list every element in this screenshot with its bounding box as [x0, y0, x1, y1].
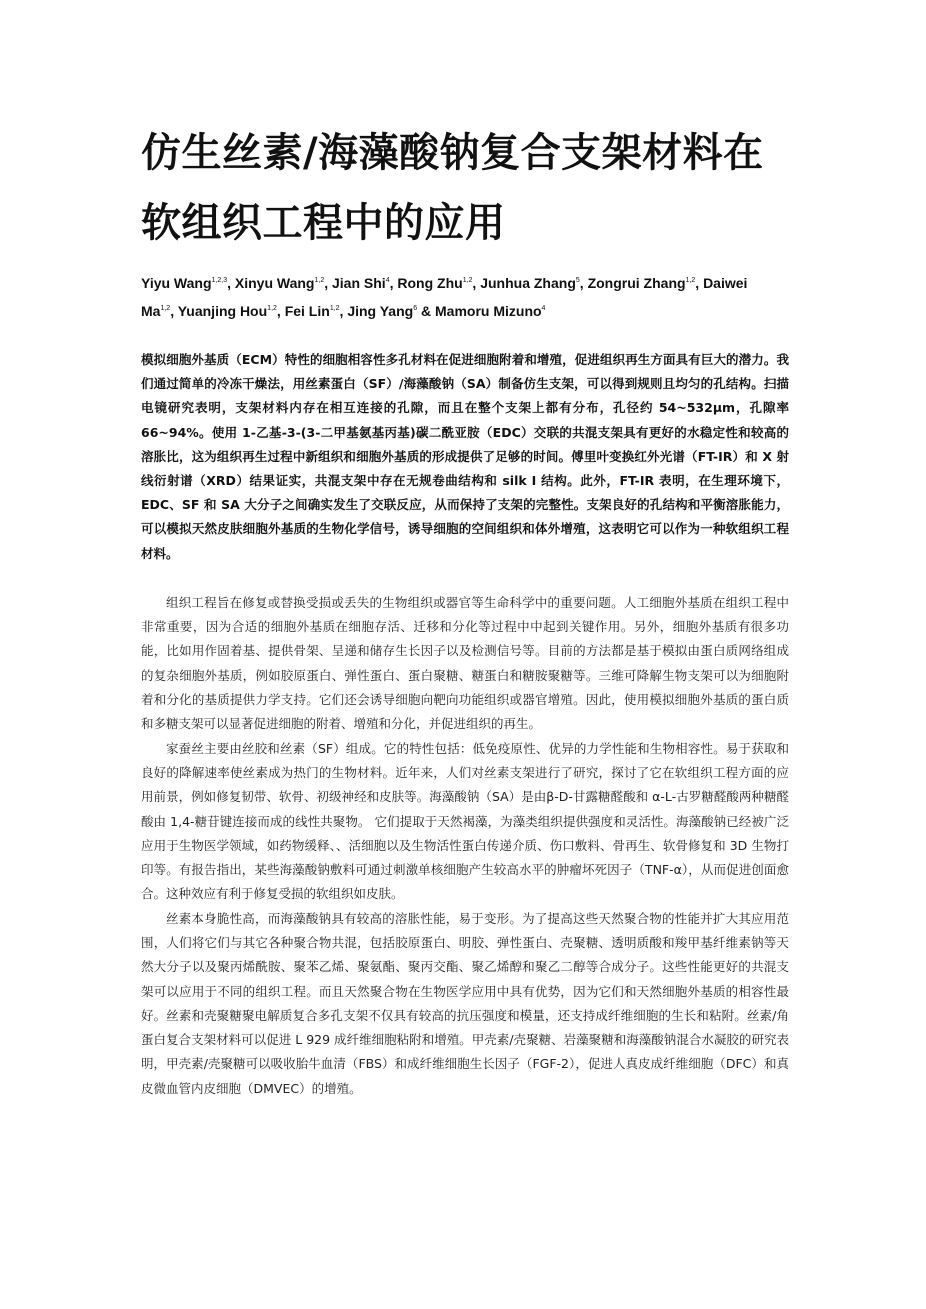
author-separator: , — [579, 275, 588, 291]
author-name: Junhua Zhang — [480, 275, 576, 291]
author-name: Daiwei Ma — [141, 275, 748, 319]
author-affiliation: 1,2 — [329, 305, 340, 312]
author-separator: , — [324, 275, 332, 291]
body-paragraph-3: 丝素本身脆性高，而海藻酸钠具有较高的溶胀性能，易于变形。为了提高这些天然聚合物的性能并扩大其应用范围，人们将它们与其它各种聚合物共混，包括胶原蛋白、明胶、弹性蛋白、壳聚糖、透明质酸和羧甲基纤维素钠等天然大分子以及聚丙烯酰胺、聚苯乙烯、聚氨酯、聚丙交酯、聚乙烯醇和聚乙二醇等合成分子。这些性能更好的共混支架可以应用于不同的组织工程。而且天然聚合物在生物医学应用中具有优势，因为它们和天然细胞外基质的相容性最好。丝素和壳聚糖聚电解质复合多孔支架不仅具有较高的抗压强度和模量，还支持成纤维细胞的生长和粘附。丝素/角蛋白复合支架材料可以促进 L 929 成纤维细胞粘附和增殖。甲壳素/壳聚糖、岩藻聚糖和海藻酸钠混合水凝胶的研究表明，甲壳素/壳聚糖可以吸收胎牛血清（FBS）和成纤维细胞生长因子（FGF-2），促进人真皮成纤维细胞（DFC）和真皮微血管内皮细胞（DMVEC）的增殖。 — [141, 910, 789, 1096]
paper-page — [141, 118, 789, 1101]
author-name: Rong Zhu — [397, 275, 463, 291]
author-separator: & — [417, 303, 435, 319]
paper-title — [141, 118, 789, 258]
author-separator: , — [339, 303, 348, 319]
author-name: Jian Shi — [332, 275, 386, 291]
author-separator: , — [276, 303, 285, 319]
author-name: Jing Yang — [347, 303, 414, 319]
abstract: 模拟细胞外基质（ECM）特性的细胞相容性多孔材料在促进细胞附着和增殖，促进组织再生方面具有巨大的潜力。我们通过简单的冷冻干燥法，用丝素蛋白（SF）/海藻酸钠（SA）制备仿生支架，可以得到规则且均匀的孔结构。扫描电镜研究表明，支架材料内存在相互连接的孔隙，而且在整个支架上都有分布，孔径约 54~532μm，孔隙率 66~94%。使用 1-乙基-3-(3-二甲基氨基丙基)碳二酰亚胺（EDC）交联的共混支架具有更好的水稳定性和较高的溶胀比，这为组织再生过程中新组织和细胞外基质的形成提供了足够的时间。傅里叶变换红外光谱（FT-IR）和 X 射线衍射谱（XRD）结果证实，共混支架中存在无规卷曲结构和 silk I 结构。此外，FT-IR 表明，在生理环境下，EDC、SF 和 SA 大分子之间确实发生了交联反应，从而保持了支架的完整性。支架良好的孔结构和平衡溶胀能力，可以模拟天然皮肤细胞外基质的生物化学信号，诱导细胞的空间组织和体外增殖，这表明它可以作为一种软组织工程材料。 — [141, 352, 789, 561]
author-list — [141, 268, 789, 324]
author-name: Xinyu Wang — [234, 275, 315, 291]
body-text — [141, 591, 789, 1101]
author-name: Yuanjing Hou — [177, 303, 268, 319]
author-affiliation: 1,2 — [685, 277, 696, 284]
author-name: Zongrui Zhang — [587, 275, 686, 291]
author-affiliation: 1,2 — [267, 305, 277, 312]
author-name: Yiyu Wang — [141, 275, 212, 291]
author-affiliation: 4 — [385, 277, 390, 284]
body-paragraph-2: 家蚕丝主要由丝胶和丝素（SF）组成。它的特性包括：低免疫原性、优异的力学性能和生物相容性。易于获取和良好的降解速率使丝素成为热门的生物材料。近年来，人们对丝素支架进行了研究，探讨了它在软组织工程方面的应用前景，例如修复韧带、软骨、初级神经和皮肤等。海藻酸钠（SA）是由β-D-甘露糖醛酸和 α-L-古罗糖醛酸两种糖醛酸由 1,4-糖苷键连接而成的线性共聚物。 它们提取于天然褐藻，为藻类组织提供强度和灵活性。海藻酸钠已经被广泛应用于生物医学领域，如药物缓释、、活细胞以及生物活性蛋白传递介质、伤口敷料、骨再生、软骨修复和 3D 生物打印等。有报告指出，某些海藻酸钠敷料可通过刺激单核细胞产生较高水平的肿瘤坏死因子（TNF-α），从而促进创面愈合。这种效应有利于修复受损的软组织如皮肤。 — [141, 740, 789, 902]
author-affiliation: 1,2 — [462, 277, 473, 284]
author-affiliation: 5 — [575, 277, 580, 284]
author-affiliation: 6 — [413, 305, 418, 312]
author-separator: , — [695, 275, 704, 291]
title-line-2: 软组织工程中的应用 — [141, 200, 506, 246]
author-separator: , — [389, 275, 398, 291]
author-name: Mamoru Mizuno — [435, 303, 542, 319]
author-separator: , — [472, 275, 481, 291]
author-affiliation: 1,2 — [160, 305, 171, 312]
body-paragraph-1: 组织工程旨在修复或替换受损或丢失的生物组织或器官等生命科学中的重要问题。人工细胞外基质在组织工程中非常重要，因为合适的细胞外基质在细胞存活、迁移和分化等过程中中起到关键作用。另外，细胞外基质有很多功能，比如用作固着基、提供骨架、呈递和储存生长因子以及检测信号等。目前的方法都是基于模拟由蛋白质网络组成的复杂细胞外基质，例如胶原蛋白、弹性蛋白、蛋白聚糖、糖蛋白和糖胺聚糖等。三维可降解生物支架可以为细胞附着和分化的基质提供力学支持。它们还会诱导细胞向靶向功能组织或器官增殖。因此，使用模拟细胞外基质的蛋白质和多糖支架可以显著促进细胞的附着、增殖和分化，并促进组织的再生。 — [141, 594, 789, 732]
author-affiliation: 1,2,3 — [211, 277, 228, 284]
title-line-1: 仿生丝素/海藻酸钠复合支架材料在 — [141, 130, 764, 176]
author-separator: , — [170, 303, 178, 319]
author-affiliation: 1,2 — [314, 277, 325, 284]
author-separator: , — [227, 275, 235, 291]
author-affiliation: 4 — [541, 305, 546, 312]
author-name: Fei Lin — [284, 303, 330, 319]
